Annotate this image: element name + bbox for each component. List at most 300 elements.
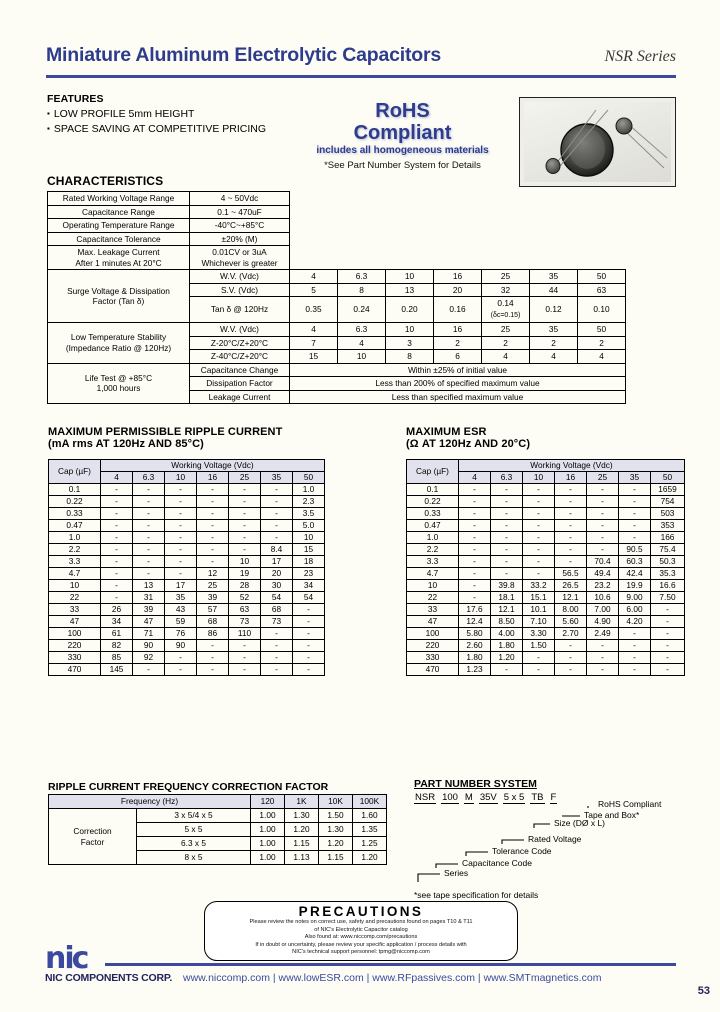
- cell: -: [229, 507, 261, 519]
- pns-code-size: 5 x 5: [503, 792, 525, 803]
- lowtemp-row-name: Z-40°C/Z+20°C: [190, 350, 290, 364]
- pns-callout-tolerance: Tolerance Code: [492, 846, 552, 856]
- cell: 25: [482, 270, 530, 284]
- table-row: [49, 543, 325, 555]
- cap-value: 0.1: [49, 483, 101, 495]
- table-row: [48, 363, 626, 377]
- table-row: [49, 483, 325, 495]
- cell: -: [101, 555, 133, 567]
- surge-label-line2: Factor (Tan δ): [92, 296, 145, 306]
- cell: 7: [290, 336, 338, 350]
- cell: 90.5: [619, 543, 651, 555]
- cell: -: [619, 483, 651, 495]
- voltage-header: 25: [229, 471, 261, 483]
- tan-note: (δc=0.15): [490, 311, 521, 319]
- pns-note: *see tape specification for details: [414, 890, 539, 900]
- freq-col-header: 120: [251, 795, 285, 809]
- cell: 10: [293, 531, 325, 543]
- cell: 75.4: [651, 543, 685, 555]
- cell: 1.20: [285, 823, 319, 837]
- cap-value: 1.0: [49, 531, 101, 543]
- cell: 1.00: [251, 851, 285, 865]
- cell: 15: [290, 350, 338, 364]
- footer: [45, 972, 685, 984]
- esr-group-header: Working Voltage (Vdc): [459, 460, 685, 472]
- cap-value: 2.2: [49, 543, 101, 555]
- cell: -: [459, 567, 491, 579]
- cell: 8.50: [491, 615, 523, 627]
- cell: 1.20: [353, 851, 387, 865]
- footer-divider: [105, 963, 676, 966]
- table-row: [49, 495, 325, 507]
- cell: -: [261, 663, 293, 675]
- cell: 73: [229, 615, 261, 627]
- cell: -: [619, 495, 651, 507]
- table-row: [407, 591, 685, 603]
- table-row: [407, 567, 685, 579]
- cap-value: 330: [407, 651, 459, 663]
- cell: -: [523, 651, 555, 663]
- cell: -: [229, 519, 261, 531]
- cell: -: [555, 555, 587, 567]
- cell: 3.30: [523, 627, 555, 639]
- tan-value: 0.14: [497, 298, 514, 308]
- cell: 68: [197, 615, 229, 627]
- cell: -: [261, 507, 293, 519]
- cap-value: 330: [49, 651, 101, 663]
- cell: 59: [165, 615, 197, 627]
- characteristics-table: [47, 191, 626, 404]
- cell: 353: [651, 519, 685, 531]
- cap-value: 3.3: [407, 555, 459, 567]
- cell: -: [197, 495, 229, 507]
- table-row: [48, 219, 626, 233]
- cell: 28: [229, 579, 261, 591]
- ripple-title: [48, 426, 282, 450]
- cell: -: [555, 495, 587, 507]
- cell: -: [293, 663, 325, 675]
- cell: 1.23: [459, 663, 491, 675]
- lifetest-label-line2: 1,000 hours: [96, 383, 141, 394]
- table-row: [407, 663, 685, 675]
- cell: 34: [101, 615, 133, 627]
- voltage-header: 16: [197, 471, 229, 483]
- table-row: [49, 627, 325, 639]
- leakage-value-line2: Whichever is greater: [201, 257, 278, 268]
- esr-table-body: [407, 483, 685, 675]
- table-header-row: [407, 460, 685, 472]
- cell: -: [491, 495, 523, 507]
- cell: 15.1: [523, 591, 555, 603]
- pns-code-row: [414, 792, 562, 804]
- cap-value: 470: [407, 663, 459, 675]
- cell: 1.20: [491, 651, 523, 663]
- cell: 3: [386, 336, 434, 350]
- char-value: -40°C~+85°C: [190, 219, 290, 233]
- footer-link[interactable]: www.niccomp.com: [183, 972, 270, 984]
- cell: 57: [197, 603, 229, 615]
- cell: 10: [386, 323, 434, 337]
- cell: 10: [229, 555, 261, 567]
- cell: 0.24: [338, 297, 386, 323]
- freq-label-line2: Factor: [80, 836, 105, 847]
- part-number-system: [414, 778, 662, 900]
- cap-value: 1.0: [407, 531, 459, 543]
- char-value: 0.1 ~ 470uF: [190, 205, 290, 219]
- list-item: ▪ LOW PROFILE 5mm HEIGHT: [47, 107, 266, 122]
- cell: 1.00: [251, 837, 285, 851]
- cell: -: [229, 651, 261, 663]
- cell: 1.13: [285, 851, 319, 865]
- cell: -: [197, 543, 229, 555]
- cell: -: [555, 639, 587, 651]
- surge-row-name: Tan δ @ 120Hz: [190, 297, 290, 323]
- cell: -: [101, 519, 133, 531]
- cell: 1.00: [251, 823, 285, 837]
- voltage-header: 35: [619, 471, 651, 483]
- cell: 6: [434, 350, 482, 364]
- footer-link[interactable]: www.RFpassives.com: [372, 972, 475, 984]
- cell: 2: [434, 336, 482, 350]
- voltage-header: 16: [555, 471, 587, 483]
- surge-row-name: W.V. (Vdc): [190, 270, 290, 284]
- precautions-title: PRECAUTIONS: [298, 904, 424, 919]
- cell: 4.00: [491, 627, 523, 639]
- cell: -: [229, 639, 261, 651]
- cap-value: 4.7: [49, 567, 101, 579]
- cell: -: [523, 567, 555, 579]
- cell: 4: [290, 323, 338, 337]
- cell: -: [229, 543, 261, 555]
- cell: 10.6: [587, 591, 619, 603]
- cell: -: [165, 483, 197, 495]
- cell: 1.25: [353, 837, 387, 851]
- cell: -: [165, 567, 197, 579]
- ripple-title-line1: MAXIMUM PERMISSIBLE RIPPLE CURRENT: [48, 426, 283, 438]
- cell: -: [459, 507, 491, 519]
- voltage-header: 10: [523, 471, 555, 483]
- table-row: [407, 495, 685, 507]
- char-value-leakage: [190, 246, 290, 270]
- table-row: [407, 651, 685, 663]
- cell: -: [523, 531, 555, 543]
- table-row: [407, 531, 685, 543]
- cell: -: [459, 483, 491, 495]
- freq-size: 6.3 x 5: [137, 837, 251, 851]
- company-name: NIC COMPONENTS CORP.: [45, 972, 173, 984]
- cell: -: [133, 495, 165, 507]
- cell: 1.80: [459, 651, 491, 663]
- cell: -: [619, 627, 651, 639]
- cell: 7.50: [651, 591, 685, 603]
- freq-size: 3 x 5/4 x 5: [137, 809, 251, 823]
- cell: 86: [197, 627, 229, 639]
- cell: 5.80: [459, 627, 491, 639]
- cell: -: [587, 507, 619, 519]
- cell: 6.00: [619, 603, 651, 615]
- cell: 4: [482, 350, 530, 364]
- cap-value: 100: [407, 627, 459, 639]
- freq-col-header: 10K: [319, 795, 353, 809]
- cell: 4.90: [587, 615, 619, 627]
- cell: 19.9: [619, 579, 651, 591]
- cell: -: [101, 507, 133, 519]
- table-row: [407, 543, 685, 555]
- pns-code-tol: M: [464, 792, 473, 803]
- capacitor-photo-graphic: [524, 102, 671, 182]
- cell: 17.6: [459, 603, 491, 615]
- cell: -: [293, 627, 325, 639]
- precautions-line: Please review the notes on correct use, safety and precautions found on pages T10 & T11: [249, 919, 473, 925]
- cell: 90: [165, 639, 197, 651]
- cell: 8: [338, 283, 386, 297]
- cell: 2.49: [587, 627, 619, 639]
- freq-size: 5 x 5: [137, 823, 251, 837]
- cell: 35: [530, 270, 578, 284]
- table-row: [49, 567, 325, 579]
- precautions-line: NIC's technical support personnel: tpmg@niccomp.com: [292, 949, 430, 956]
- cell: -: [523, 495, 555, 507]
- cap-value: 22: [407, 591, 459, 603]
- cell: 0.10: [578, 297, 626, 323]
- pns-code-voltage: 35V: [479, 792, 497, 803]
- table-row: [407, 603, 685, 615]
- cell: 754: [651, 495, 685, 507]
- cell: -: [587, 519, 619, 531]
- cell: -: [101, 543, 133, 555]
- cell: 50.3: [651, 555, 685, 567]
- cell: -: [133, 531, 165, 543]
- cell: 166: [651, 531, 685, 543]
- cell-tan-25v: [482, 297, 530, 323]
- cell: 39: [133, 603, 165, 615]
- table-row: [407, 507, 685, 519]
- table-row: [49, 519, 325, 531]
- cell: 12.1: [491, 603, 523, 615]
- voltage-header: 50: [651, 471, 685, 483]
- life-row-value: Within ±25% of initial value: [290, 363, 626, 377]
- cell: -: [555, 531, 587, 543]
- pns-callout-capacitance: Capacitance Code: [462, 858, 532, 868]
- cell: -: [133, 543, 165, 555]
- surge-label-line1: Surge Voltage & Dissipation: [67, 285, 170, 296]
- freq-table-wrap: [48, 794, 387, 865]
- cell: 71: [133, 627, 165, 639]
- cap-value: 0.47: [407, 519, 459, 531]
- pns-title: PART NUMBER SYSTEM: [414, 778, 537, 790]
- cell: 6.3: [338, 323, 386, 337]
- cell: -: [133, 519, 165, 531]
- ripple-table-body: [49, 483, 325, 675]
- voltage-header: 4: [459, 471, 491, 483]
- cell: -: [587, 663, 619, 675]
- life-row-value: Less than specified maximum value: [290, 390, 626, 404]
- cell: -: [555, 483, 587, 495]
- cell: -: [619, 507, 651, 519]
- page-title: Miniature Aluminum Electrolytic Capacitors: [46, 44, 442, 66]
- ripple-title-line2: (mA rms AT 120Hz AND 85°C): [48, 438, 204, 450]
- cell: 50: [578, 323, 626, 337]
- table-row: [49, 555, 325, 567]
- cell: 35: [165, 591, 197, 603]
- cell: 35.3: [651, 567, 685, 579]
- cell: 85: [101, 651, 133, 663]
- cell: 7.10: [523, 615, 555, 627]
- cell: -: [165, 663, 197, 675]
- esr-table: [406, 459, 685, 676]
- voltage-header: 4: [101, 471, 133, 483]
- cell: 61: [101, 627, 133, 639]
- cell: 4: [578, 350, 626, 364]
- cell: -: [651, 603, 685, 615]
- cell: -: [229, 663, 261, 675]
- table-row: [49, 651, 325, 663]
- cell: -: [165, 555, 197, 567]
- precautions-line: of NIC's Electrolytic Capacitor catalog: [314, 926, 408, 933]
- cell: -: [491, 663, 523, 675]
- footer-separator: |: [272, 972, 276, 984]
- cell: -: [261, 495, 293, 507]
- freq-row-label: [49, 809, 137, 865]
- leakage-value-line1: 0.01CV or 3uA: [212, 247, 267, 257]
- cap-value: 0.33: [49, 507, 101, 519]
- cell: 17: [261, 555, 293, 567]
- freq-correction-title: RIPPLE CURRENT FREQUENCY CORRECTION FACTOR: [48, 781, 329, 793]
- cell: -: [197, 483, 229, 495]
- features-list: [47, 107, 266, 136]
- cell: 0.20: [386, 297, 434, 323]
- cell: -: [197, 651, 229, 663]
- table-row: [407, 555, 685, 567]
- lifetest-label: [48, 363, 190, 404]
- cell: 20: [261, 567, 293, 579]
- cell: -: [587, 639, 619, 651]
- cell: -: [293, 615, 325, 627]
- cell: 1659: [651, 483, 685, 495]
- cap-value: 220: [407, 639, 459, 651]
- cell: 2.3: [293, 495, 325, 507]
- lowtemp-label: [48, 323, 190, 364]
- voltage-header: 35: [261, 471, 293, 483]
- cell: 16: [434, 323, 482, 337]
- cell: -: [101, 483, 133, 495]
- cell: -: [523, 507, 555, 519]
- table-row: [49, 591, 325, 603]
- cell: 145: [101, 663, 133, 675]
- table-row: [48, 270, 626, 284]
- surge-label: [48, 270, 190, 323]
- cell: -: [587, 495, 619, 507]
- footer-link[interactable]: www.SMTmagnetics.com: [483, 972, 602, 984]
- cell: -: [459, 555, 491, 567]
- freq-col-header: 100K: [353, 795, 387, 809]
- cell: 20: [434, 283, 482, 297]
- cap-value: 47: [407, 615, 459, 627]
- cell: 70.4: [587, 555, 619, 567]
- freq-col-header: 1K: [285, 795, 319, 809]
- lifetest-label-line1: Life Test @ +85°C: [84, 372, 153, 383]
- cell: 13: [133, 579, 165, 591]
- cell: -: [133, 483, 165, 495]
- cap-value: 10: [407, 579, 459, 591]
- pns-callout-size: Size (DØ x L): [554, 818, 606, 828]
- cell: 1.30: [319, 823, 353, 837]
- char-value: ±20% (M): [190, 232, 290, 246]
- cell: 76: [165, 627, 197, 639]
- freq-label-line1: Correction: [73, 825, 112, 836]
- cell: 12: [197, 567, 229, 579]
- cell: 60.3: [619, 555, 651, 567]
- cap-value: 33: [407, 603, 459, 615]
- cell: 35: [530, 323, 578, 337]
- cell: 1.80: [491, 639, 523, 651]
- cell: 10: [338, 350, 386, 364]
- cell: 32: [482, 283, 530, 297]
- cell: -: [523, 519, 555, 531]
- cell: 1.15: [285, 837, 319, 851]
- cell: 0.35: [290, 297, 338, 323]
- table-header-row: [49, 460, 325, 472]
- cell: -: [619, 651, 651, 663]
- cell: -: [165, 543, 197, 555]
- frequency-correction-table: [48, 794, 387, 865]
- cell: 39.8: [491, 579, 523, 591]
- cell: 33.2: [523, 579, 555, 591]
- cell: 19: [229, 567, 261, 579]
- cell: 63: [578, 283, 626, 297]
- pns-code-series: NSR: [415, 792, 436, 803]
- cap-value: 33: [49, 603, 101, 615]
- table-row: [407, 627, 685, 639]
- life-row-name: Capacitance Change: [190, 363, 290, 377]
- cell: -: [491, 531, 523, 543]
- page-number: 53: [697, 985, 710, 997]
- footer-link[interactable]: www.lowESR.com: [278, 972, 364, 984]
- freq-header-label: Frequency (Hz): [49, 795, 251, 809]
- features-heading: FEATURES: [47, 93, 104, 105]
- freq-table-body: [49, 809, 387, 865]
- cell: -: [587, 531, 619, 543]
- product-photo: [519, 97, 676, 187]
- cell: -: [133, 555, 165, 567]
- cell: 7.00: [587, 603, 619, 615]
- cap-value: 22: [49, 591, 101, 603]
- cell: 1.00: [251, 809, 285, 823]
- cell: -: [261, 531, 293, 543]
- cell: -: [587, 543, 619, 555]
- cell: -: [651, 639, 685, 651]
- table-row: [407, 639, 685, 651]
- cell: 10: [386, 270, 434, 284]
- cell: 9.00: [619, 591, 651, 603]
- rohs-line2: Compliant: [353, 122, 452, 144]
- cell: 25: [197, 579, 229, 591]
- product-photo-image: [524, 102, 671, 182]
- cell: 3.5: [293, 507, 325, 519]
- leakage-label-line2: After 1 minutes At 20°C: [75, 257, 162, 268]
- cell: 15: [293, 543, 325, 555]
- table-row: [49, 531, 325, 543]
- cell: 8.4: [261, 543, 293, 555]
- cell: -: [261, 639, 293, 651]
- cell: -: [491, 519, 523, 531]
- cell: 56.5: [555, 567, 587, 579]
- cell: 503: [651, 507, 685, 519]
- ripple-current-table: [48, 459, 325, 676]
- pns-callout-rohs: RoHS Compliant: [598, 799, 662, 809]
- esr-cap-header: Cap (µF): [407, 460, 459, 484]
- cell: -: [555, 651, 587, 663]
